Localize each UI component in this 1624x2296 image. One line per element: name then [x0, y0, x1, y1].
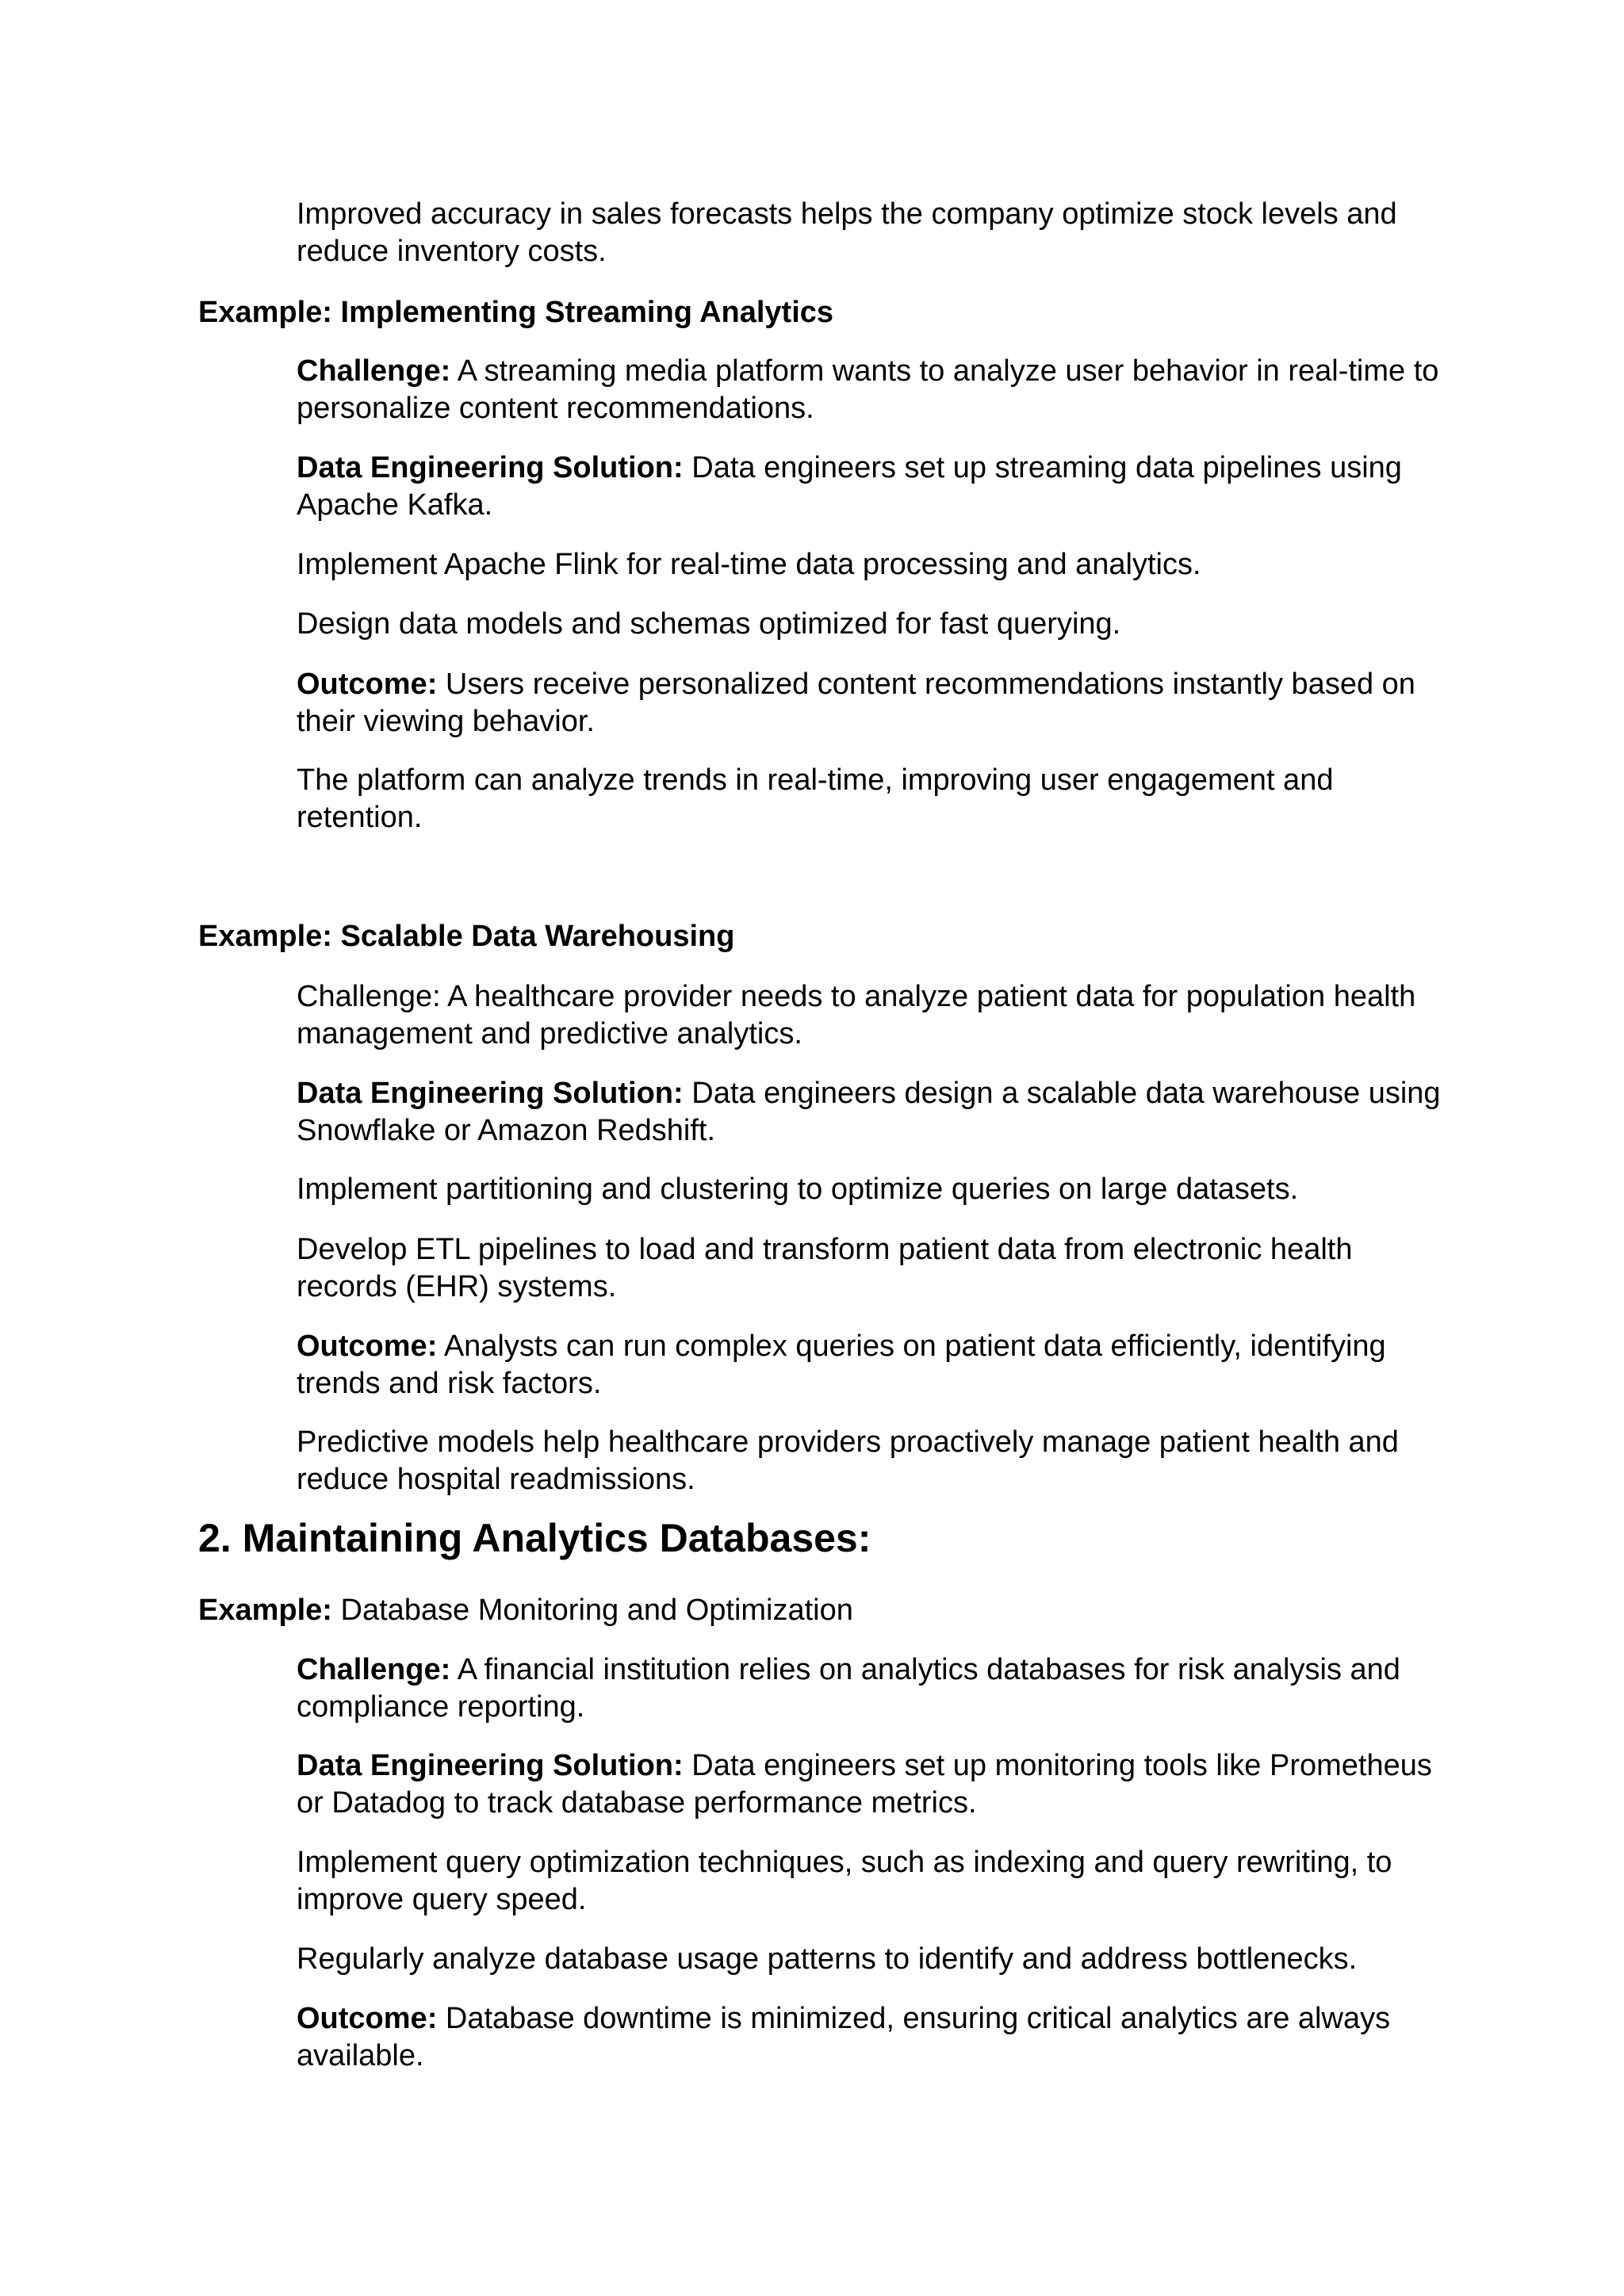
outcome-label: Outcome: — [297, 2002, 438, 2035]
warehousing-solution-paragraph — [297, 1075, 1454, 1150]
solution-label: Data Engineering Solution: — [297, 1749, 684, 1782]
monitoring-step-query-optimization: Implement query optimization techniques, such as indexing and query rewriting, to improve query speed. — [297, 1846, 1392, 1916]
outcome-label: Outcome: — [297, 668, 438, 701]
sales-forecast-outcome-paragraph: Improved accuracy in sales forecasts helps the company optimize stock levels and reduce inventory costs. — [297, 197, 1397, 268]
outcome-text: Database downtime is minimized, ensuring critical analytics are always available. — [297, 2002, 1391, 2072]
streaming-challenge-paragraph — [297, 353, 1454, 427]
streaming-step-flink: Implement Apache Flink for real-time data processing and analytics. — [297, 548, 1201, 581]
monitoring-example-line — [198, 1592, 853, 1629]
section-2-heading: 2. Maintaining Analytics Databases: — [198, 1516, 871, 1560]
monitoring-solution-paragraph — [297, 1747, 1454, 1822]
solution-text: Data engineers set up streaming data pipelines using Apache Kafka. — [297, 451, 1402, 522]
example-text: Database Monitoring and Optimization — [331, 1594, 853, 1627]
streaming-example-heading: Example: Implementing Streaming Analytics — [198, 296, 834, 329]
warehousing-challenge-paragraph: Challenge: A healthcare provider needs to analyze patient data for population health management and predictive analytics. — [297, 980, 1416, 1050]
outcome-label: Outcome: — [297, 1330, 438, 1363]
streaming-outcome-trends: The platform can analyze trends in real-time, improving user engagement and retention. — [297, 763, 1334, 834]
monitoring-challenge-paragraph — [297, 1651, 1454, 1726]
solution-text: Data engineers set up monitoring tools like Prometheus or Datadog to track database performance metrics. — [297, 1749, 1432, 1820]
streaming-outcome-paragraph — [297, 666, 1454, 740]
example-label: Example: — [198, 1594, 332, 1627]
warehousing-step-etl: Develop ETL pipelines to load and transform patient data from electronic health records (EHR) systems. — [297, 1233, 1353, 1303]
solution-text: Data engineers design a scalable data warehouse using Snowflake or Amazon Redshift. — [297, 1077, 1441, 1147]
warehousing-outcome-predictive: Predictive models help healthcare providers proactively manage patient health and reduce hospital readmissions. — [297, 1425, 1399, 1496]
challenge-text: A streaming media platform wants to analyze user behavior in real-time to personalize content recommendations. — [297, 354, 1439, 425]
solution-label: Data Engineering Solution: — [297, 1077, 684, 1110]
outcome-text: Users receive personalized content recommendations instantly based on their viewing behavior. — [297, 668, 1415, 738]
challenge-label: Challenge: — [297, 1653, 451, 1686]
challenge-text: A financial institution relies on analytics databases for risk analysis and compliance reporting. — [297, 1653, 1400, 1724]
challenge-label: Challenge: — [297, 354, 451, 388]
outcome-text: Analysts can run complex queries on patient data efficiently, identifying trends and risk factors. — [297, 1330, 1386, 1400]
warehousing-step-partitioning: Implement partitioning and clustering to optimize queries on large datasets. — [297, 1173, 1299, 1206]
monitoring-outcome-paragraph — [297, 2000, 1454, 2075]
warehousing-outcome-paragraph — [297, 1328, 1454, 1402]
warehousing-example-heading: Example: Scalable Data Warehousing — [198, 920, 735, 953]
monitoring-step-usage-patterns: Regularly analyze database usage patterns to identify and address bottlenecks. — [297, 1942, 1358, 1976]
streaming-step-data-models: Design data models and schemas optimized for fast querying. — [297, 607, 1121, 641]
solution-label: Data Engineering Solution: — [297, 451, 684, 484]
streaming-solution-paragraph — [297, 450, 1454, 524]
